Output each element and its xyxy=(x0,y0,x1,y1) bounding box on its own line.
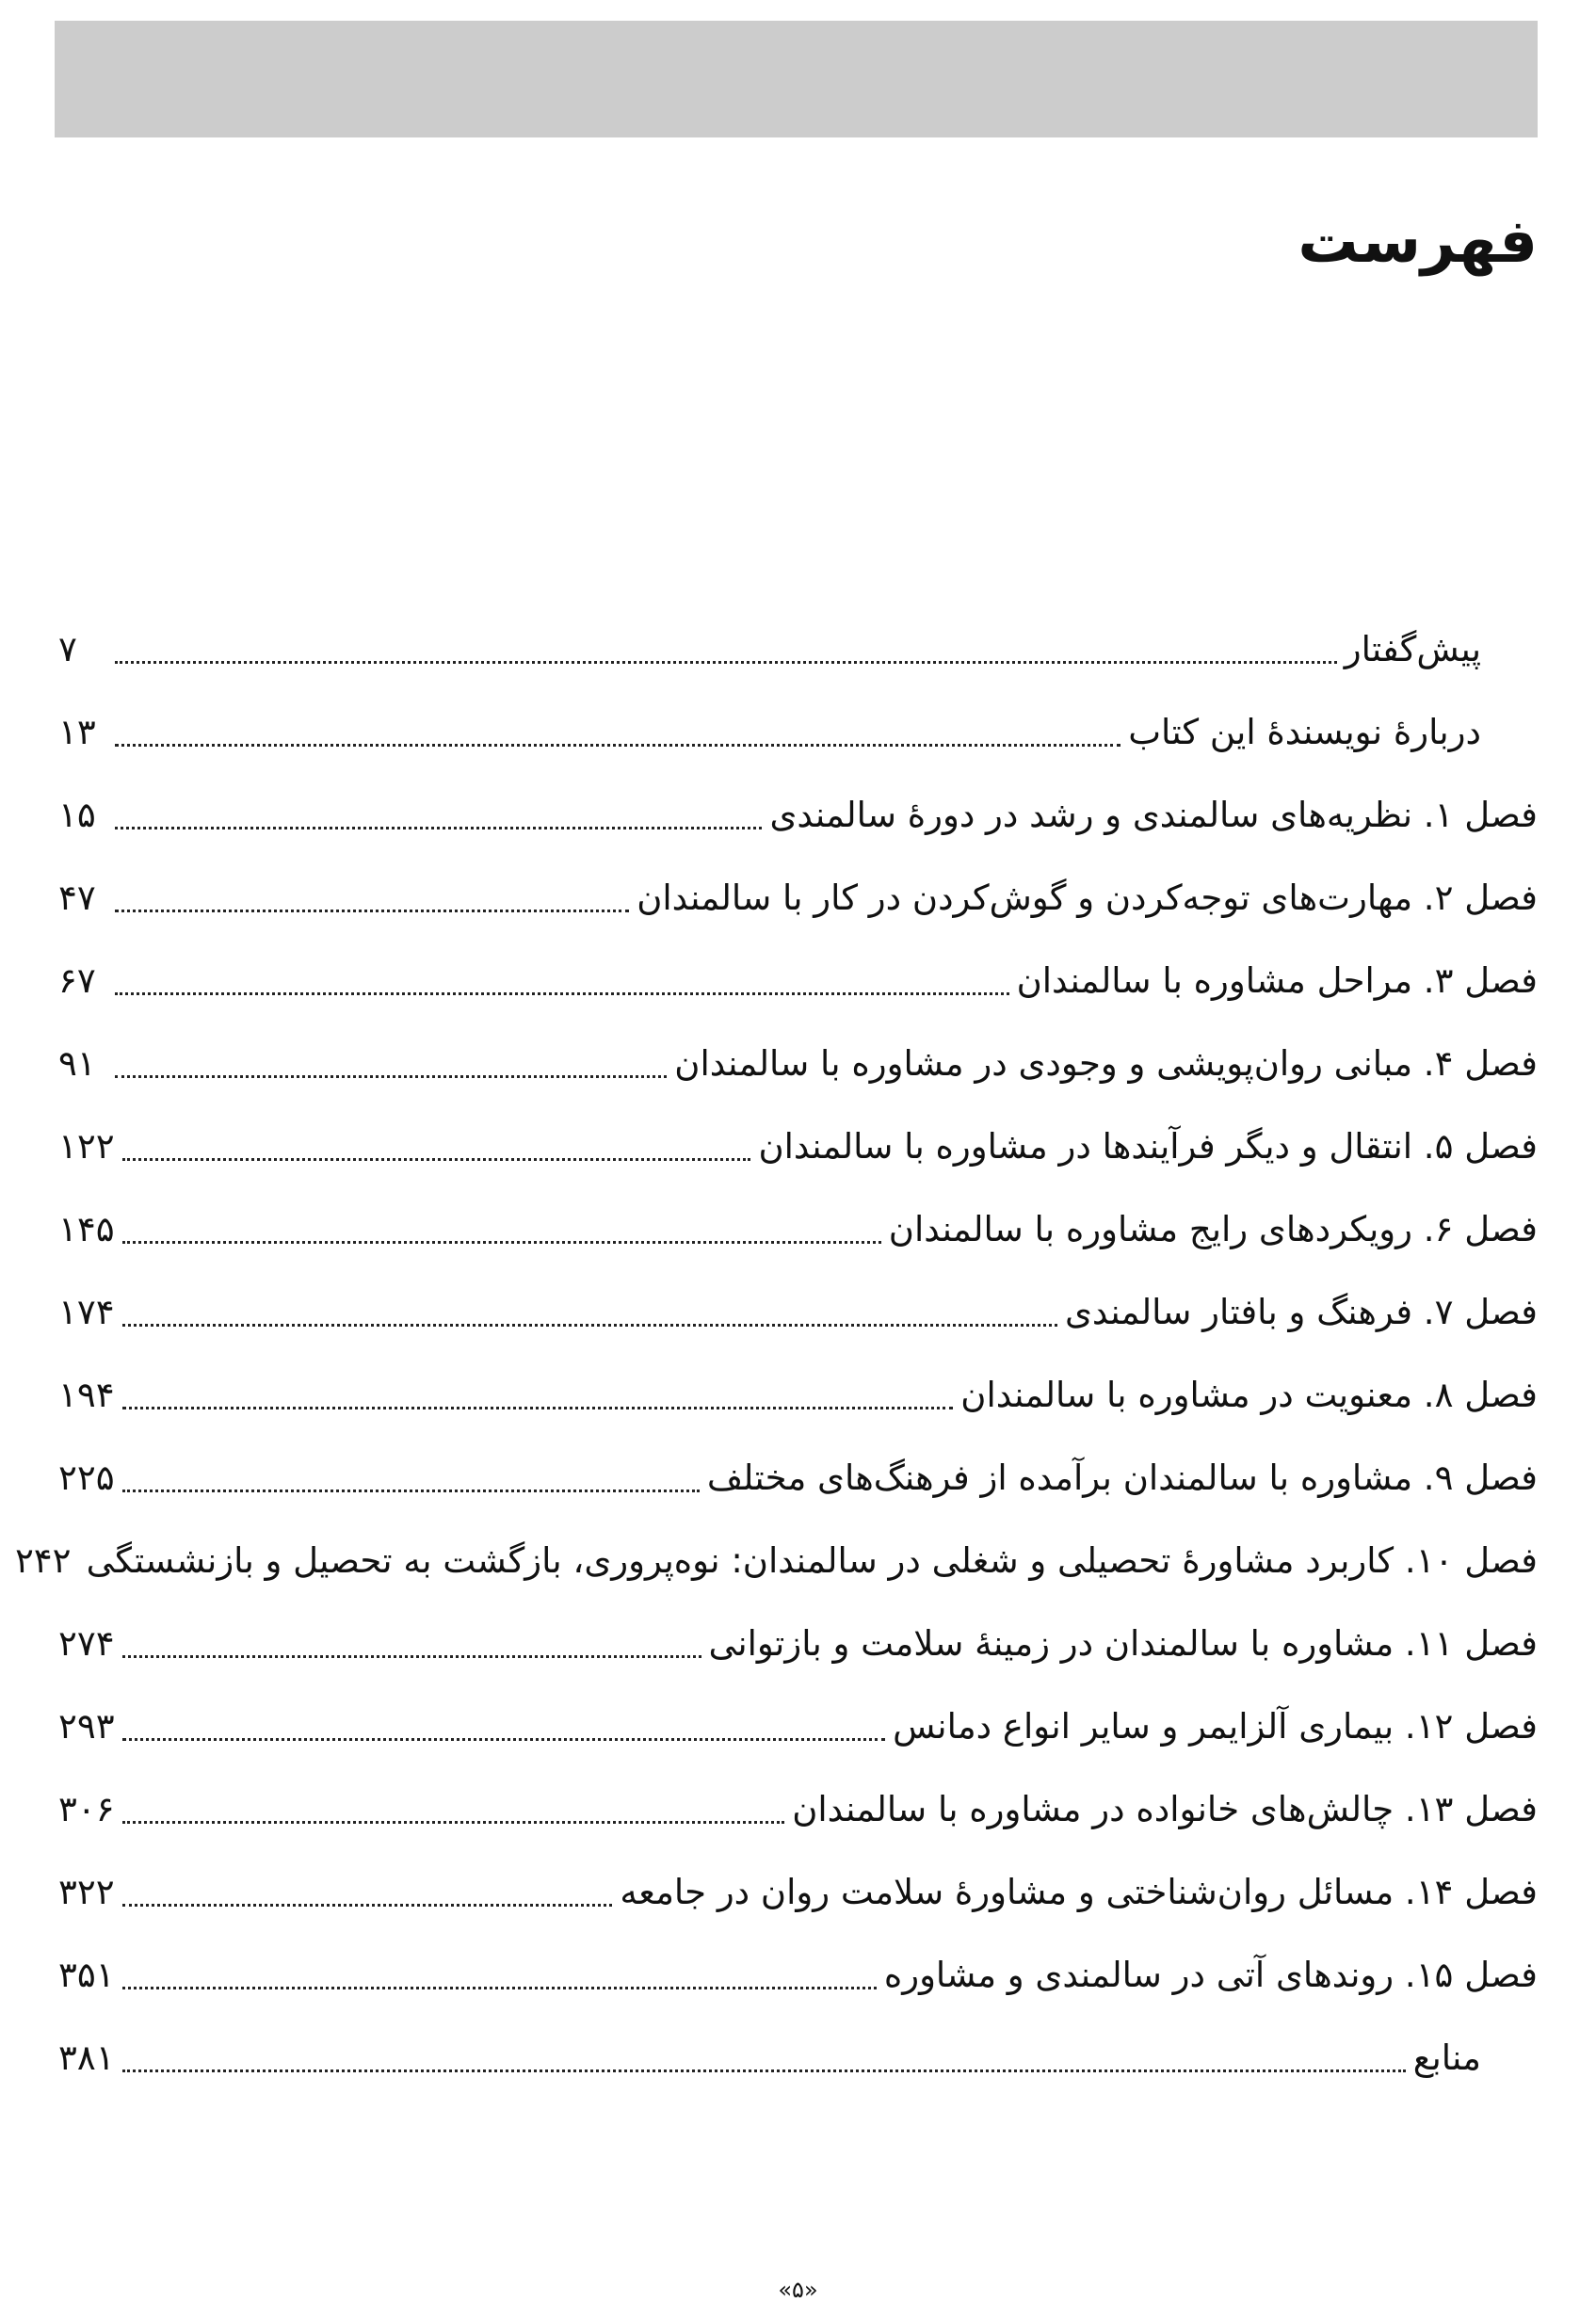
toc-entry-page: ۳۲۲ xyxy=(58,1871,115,1912)
toc-entry[interactable] xyxy=(58,1436,1538,1519)
dot-leader xyxy=(115,992,1009,995)
toc-entry[interactable] xyxy=(58,1767,1538,1850)
toc-entry-page: ۳۰۶ xyxy=(58,1788,115,1829)
toc-entry-title: منابع xyxy=(1412,2037,1481,2078)
toc-entry-title: فصل ۱۲. بیماری آلزایمر و سایر انواع دمانس xyxy=(893,1705,1538,1747)
toc-entry-page: ۹۱ xyxy=(58,1042,96,1084)
dot-leader xyxy=(122,1241,881,1244)
toc-entry-title: فصل ۱۴. مسائل روان‌شناختی و مشاورۀ سلامت روان در جامعه xyxy=(620,1871,1538,1912)
toc-entry[interactable] xyxy=(58,1933,1538,2016)
toc-entry-title: فصل ۱. نظریه‌های سالمندی و رشد در دورۀ سالمندی xyxy=(769,794,1538,835)
toc-entry-page: ۳۸۱ xyxy=(58,2037,115,2078)
toc-entry[interactable] xyxy=(58,1850,1538,1933)
dot-leader xyxy=(122,1490,700,1492)
toc-entry[interactable] xyxy=(58,1270,1538,1353)
toc-entry-page: ۶۷ xyxy=(58,959,96,1001)
toc-entry-title: فصل ۵. انتقال و دیگر فرآیندها در مشاوره با سالمندان xyxy=(758,1125,1538,1167)
dot-leader xyxy=(122,1158,751,1161)
toc-entry-title: فصل ۲. مهارت‌های توجه‌کردن و گوش‌کردن در کار با سالمندان xyxy=(637,877,1538,918)
toc-entry[interactable] xyxy=(58,1104,1538,1187)
dot-leader xyxy=(122,1324,1057,1327)
dot-leader xyxy=(122,1407,954,1409)
toc-entry-page: ۲۲۵ xyxy=(58,1457,115,1498)
toc-entry-title: فصل ۳. مراحل مشاوره با سالمندان xyxy=(1016,959,1538,1001)
toc-entry[interactable] xyxy=(58,773,1538,856)
page-number-footer: «۵» xyxy=(778,2277,818,2303)
dot-leader xyxy=(122,1904,613,1907)
toc-entry-page: ۱۵ xyxy=(58,794,96,835)
toc-entry-title: فصل ۱۰. کاربرد مشاورۀ تحصیلی و شغلی در سالمندان: نوه‌پروری، بازگشت به تحصیل و بازنشستگی xyxy=(86,1539,1538,1581)
toc-entry-page: ۱۹۴ xyxy=(58,1374,115,1415)
dot-leader xyxy=(122,1738,885,1741)
toc-entry[interactable] xyxy=(58,856,1538,939)
dot-leader xyxy=(122,1655,701,1658)
toc-entry-page: ۲۹۳ xyxy=(58,1705,115,1747)
toc-entry-title: دربارۀ نویسندۀ این کتاب xyxy=(1128,711,1481,752)
toc-entry-title: فصل ۶. رویکردهای رایج مشاوره با سالمندان xyxy=(888,1208,1538,1249)
dot-leader xyxy=(122,1821,785,1824)
toc-entry[interactable] xyxy=(14,1519,1538,1602)
dot-leader xyxy=(122,2069,1406,2072)
toc-entry[interactable] xyxy=(58,1187,1538,1270)
toc-entry[interactable] xyxy=(58,1602,1538,1684)
dot-leader xyxy=(115,910,629,912)
toc-entry-title: فصل ۱۱. مشاوره با سالمندان در زمینۀ سلامت و بازتوانی xyxy=(708,1622,1538,1664)
dot-leader xyxy=(115,827,762,829)
toc-entry-page: ۴۷ xyxy=(58,877,96,918)
toc-entry-title: فصل ۸. معنویت در مشاوره با سالمندان xyxy=(960,1374,1538,1415)
toc-entry-page: ۷ xyxy=(58,628,77,669)
dot-leader xyxy=(115,744,1120,747)
toc-entry-page: ۲۷۴ xyxy=(58,1622,115,1664)
toc-entry[interactable] xyxy=(58,690,1538,773)
toc-entry-page: ۱۴۵ xyxy=(58,1208,115,1249)
toc-entry[interactable] xyxy=(58,939,1538,1022)
page-title: فهرست xyxy=(1298,207,1538,277)
toc-entry-title: فصل ۱۵. روندهای آتی در سالمندی و مشاوره xyxy=(883,1954,1538,1995)
toc-entry-title: فصل ۴. مبانی روان‌پویشی و وجودی در مشاوره با سالمندان xyxy=(674,1042,1538,1084)
toc-entry[interactable] xyxy=(58,1684,1538,1767)
toc-entry-page: ۲۴۲ xyxy=(14,1539,72,1581)
toc-entry-page: ۳۵۱ xyxy=(58,1954,115,1995)
toc-entry[interactable] xyxy=(58,607,1538,690)
toc-entry[interactable] xyxy=(58,1353,1538,1436)
header-band xyxy=(55,21,1538,137)
toc-entry-title: فصل ۷. فرهنگ و بافتار سالمندی xyxy=(1064,1291,1538,1332)
toc-entry-page: ۱۷۴ xyxy=(58,1291,115,1332)
toc-entry-title: فصل ۹. مشاوره با سالمندان برآمده از فرهنگ‌های مختلف xyxy=(706,1457,1538,1498)
toc-entry-page: ۱۲۲ xyxy=(58,1125,115,1167)
toc-entry-title: پیش‌گفتار xyxy=(1344,628,1481,669)
toc-entry[interactable] xyxy=(58,2016,1538,2099)
dot-leader xyxy=(115,661,1337,664)
toc-entry[interactable] xyxy=(58,1022,1538,1104)
dot-leader xyxy=(122,1987,877,1989)
dot-leader xyxy=(115,1075,667,1078)
table-of-contents xyxy=(14,607,1538,2099)
toc-entry-title: فصل ۱۳. چالش‌های خانواده در مشاوره با سالمندان xyxy=(792,1788,1538,1829)
toc-entry-page: ۱۳ xyxy=(58,711,96,752)
